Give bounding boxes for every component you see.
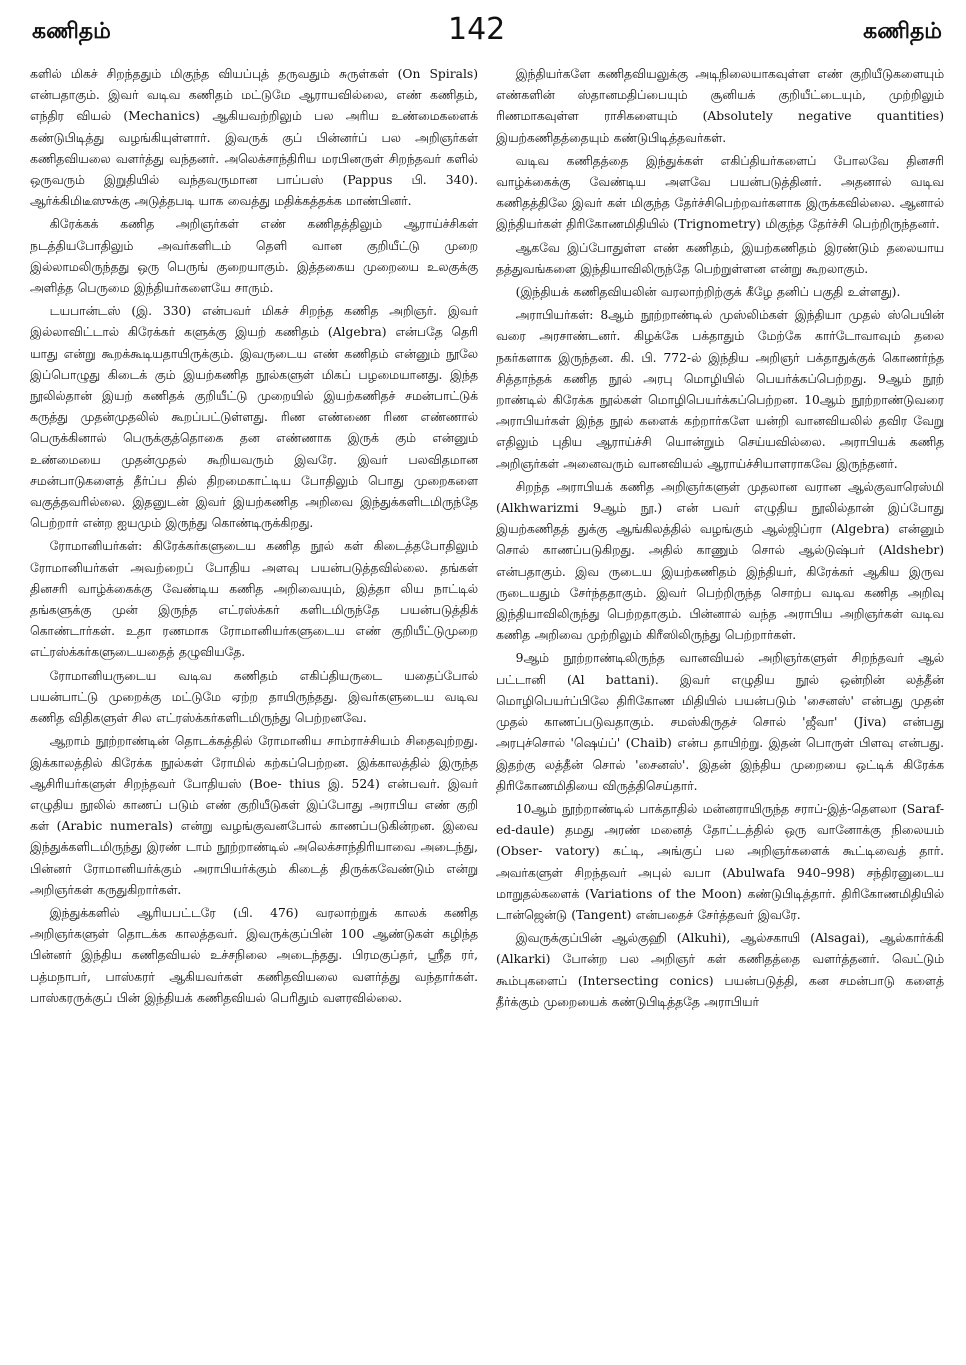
paragraph: 9ஆம் நூற்றாண்டிலிருந்த வானவியல் அறிஞர்களுள் சிறந்தவர் ஆல் பட்டானி (Al battani). இவர் எழுதிய நூல் ஒன்றின் லத்தீன் மொழிபெயர்ப்பிலே திரிகோண மிதியில் பயன்படும் 'சைனஸ்' என்பது முதன் முதல் காணப்படுவதாகும். சமஸ்கிருதச் சொல் 'ஜீவா' (Jiva) என்பது அரபுச்சொல் 'ஷெய்ப்' (Chaib) என்ப தாயிற்று. இதன் பொருள் பிளவு என்பது. இதற்கு லத்தீன் சொல் 'சைனஸ்'. இதன் இந்திய முறையை ஒட்டிக் கிரேக்க திரிகோணமிதியை விருத்திசெய்தார்.	[496, 651, 944, 793]
paragraph: இவருக்குப்பின் ஆல்குஹி (Alkuhi), ஆல்சகாயி (Alsagai), ஆல்கார்க்கி (Alkarki) போன்ற பல அறிஞர் கள் கணிதத்தை வளர்த்தனர். வெட்டும் கூம்புகளைப் (Intersecting conics) பயன்படுத்தி, கன சமன்பாடு களைத் தீர்க்கும் முறையைக் கண்டுபிடித்ததே அராபியர்	[496, 931, 944, 1009]
paragraph: சிறந்த அராபியக் கணித அறிஞர்களுள் முதலான வரான ஆல்குவாரெஸ்மி (Alkhwarizmi 9ஆம் நூ.) என் பவர் எழுதிய நூலில்தான் இப்போது இயற்கணிதத் துக்கு ஆங்கிலத்தில் வழங்கும் ஆல்ஜிப்ரா (Algebra) என்னும் சொல் காணப்படுகிறது. அதில் காணும் சொல் ஆல்டுஷ்பர் (Aldshebr) என்பதாகும். இவ ருடைய இயற்கணிதம் இந்தியர், கிரேக்கர் ஆகிய இருவ ருடையதும் சேர்ந்ததாகும். இவர் பெற்றிருந்த சொற்ப வடிவ கணித அறிவு இந்தியாவிலிருந்து பெற்றதாகும். பின்னால் வந்த அராபிய அறிஞர்கள் வடிவ கணித அறிவை முற்றிலும் கிரீஸிலிருந்து பெற்றார்கள்.	[496, 479, 944, 643]
paragraph: 10ஆம் நூற்றாண்டில் பாக்தாதில் மன்னராயிருந்த சராப்-இத்-தௌலா (Saraf-ed-daule) தமது அரண் மனைத் தோட்டத்தில் ஒரு வானோக்கு நிலையம் (Obser- vatory) கட்டி, அங்குப் பல அறிஞர்களைக் கூட்டிவைத் தார். அவர்களுள் சிறந்தவர் அபுல் வபா (Abulwafa 940–998) சந்திரனுடைய மாறுதல்களைக் (Variations of the Moon) கண்டுபிடித்தார். திரிகோணமிதியில் டான்ஜென்டு (Tangent) என்பதைச் சேர்த்தவர் இவரே.	[496, 801, 944, 922]
paragraph: கிரேக்கக் கணித அறிஞர்கள் எண் கணிதத்திலும் ஆராய்ச்சிகள் நடத்தியபோதிலும் அவர்களிடம் தெளி வான குறியீட்டு முறை இல்லாமலிருந்தது ஒரு பெருங் குறையாகும். இத்தகைய முறையை உலகுக்கு அளித்த பெருமை இந்தியர்களையே சாரும்.	[30, 217, 478, 296]
right-column	[496, 64, 944, 1359]
left-column	[30, 64, 478, 1359]
paragraph: இந்துக்களில் ஆரியபட்டரே (பி. 476) வரலாற்றுக் காலக் கணித அறிஞர்களுள் தொடக்க காலத்தவர். இவருக்குப்பின் 100 ஆண்டுகள் கழிந்த பின்னர் இந்திய கணிதவியல் உச்சநிலை அடைந்தது. பிரமகுப்தர், ஸ்ரீத ரர், பத்மநாபர், பாஸ்கரர் ஆகியவர்கள் கணிதவியலை வளர்த்து வந்தார்கள். பாஸ்கரருக்குப் பின் இந்தியக் கணிதவியல் பெரிதும் வளரவில்லை.	[30, 905, 478, 1005]
paragraph: ரோமானியர்கள்: கிரேக்கர்களுடைய கணித நூல் கள் கிடைத்தபோதிலும் ரோமானியர்கள் அவற்றைப் போதிய அளவு பயன்படுத்தவில்லை. தங்கள் தினசரி வாழ்க்கைக்கு வேண்டிய கணித அறிவையும், இத்தா லிய நாட்டில் தங்களுக்கு முன் இருந்த எட்ரஸ்க்கர் களிடமிருந்தே பயன்படுத்திக் கொண்டார்கள். உதா ரணமாக ரோமானியர்களுடைய எண் குறியீட்டுமுறை எட்ரஸ்க்கர்களுடையதைத் தழுவியதே.	[30, 539, 478, 660]
paragraph: (இந்தியக் கணிதவியலின் வரலாற்றிற்குக் கீழே தனிப் பகுதி உள்ளது).	[515, 285, 901, 300]
paragraph: களில் மிகச் சிறந்ததும் மிகுந்த வியப்புத் தருவதும் சுருள்கள் (On Spirals) என்பதாகும். இவர் வடிவ கணிதம் மட்டுமே ஆராயவில்லை, எண் கணிதம், எந்திர வியல் (Mechanics) ஆகியவற்றிலும் பல அரிய உண்மைகளைக் கண்டுபிடித்து வழங்கியுள்ளார். இவருக் குப் பின்னர்ப் பல அறிஞர்கள் கணிதவியலை வளர்த்து வந்தனர். அலெக்சாந்திரிய மரபினருள் சிறந்தவர் களில் ஒருவரும் இறுதியில் வந்தவருமான பாப்பஸ் (Pappus பி. 340). ஆர்க்கிமிடீஸுக்கு அடுத்தபடி யாக வைத்து மதிக்கத்தக்க மாண்பினர்.	[30, 67, 478, 209]
paragraph: வடிவ கணிதத்தை இந்துக்கள் எகிப்தியர்களைப் போலவே தினசரி வாழ்க்கைக்கு வேண்டிய அளவே பயன்படுத்தினர். அதனால் வடிவ கணிதத்திலே இவர் கள் மிகுந்த தேர்ச்சிபெற்றவர்களாக இருக்கவில்லை. ஆனால் இந்தியர்கள் திரிகோணமிதியில் (Trignometry) மிகுந்த தேர்ச்சி பெற்றிருந்தனர்.	[496, 153, 944, 232]
paragraph: அராபியர்கள்: 8ஆம் நூற்றாண்டில் முஸ்லிம்கள் இந்தியா முதல் ஸ்பெயின் வரை அரசாண்டனர். கிழக்கே பக்தாதும் மேற்கே கார்டோவாவும் தலை நகர்களாக இருந்தன. கி. பி. 772-ல் இந்திய அறிஞர் பக்தாதுக்குக் கொணர்ந்த சித்தாந்தக் கணித நூல் அரபு மொழியில் பெயர்க்கப்பெற்றது. 9ஆம் நூற் றாண்டில் கிரேக்க நூல்கள் மொழிபெயர்க்கப்பெற்றன. 10ஆம் நூற்றாண்டுவரை அராபியர்கள் இந்த நூல் களைக் கற்றார்களே யன்றி வானவியலில் தவிர வேறு எதிலும் புதிய ஆராய்ச்சி யொன்றும் செய்யவில்லை. அராபியக் கணித அறிஞர்கள் அனைவரும் வானவியல் ஆராய்ச்சியாளராகவே இருந்தனர்.	[496, 308, 944, 471]
page-header	[0, 0, 966, 58]
paragraph: ஆகவே இப்போதுள்ள எண் கணிதம், இயற்கணிதம் இரண்டும் தலையாய தத்துவங்களை இந்தியாவிலிருந்தே பெற்றுள்ளன என்று கூறலாகும்.	[496, 240, 944, 276]
paragraph: ரோமானியருடைய வடிவ கணிதம் எகிப்தியருடை யதைப்போல் பயன்பாட்டு முறைக்கு மட்டுமே ஏற்ற தாயிருந்தது. இவர்களுடைய வடிவ கணித விதிகளுள் சில எட்ரஸ்க்கர்களிடமிருந்து பெற்றனவே.	[30, 668, 478, 726]
paragraph: டயபான்டஸ் (இ. 330) என்பவர் மிகச் சிறந்த கணித அறிஞர். இவர் இல்லாவிட்டால் கிரேக்கர் களுக்கு இயற் கணிதம் (Algebra) என்பதே தெரி யாது என்று கூறக்கூடியதாயிருக்கும். இவருடைய எண் கணிதம் என்னும் நூலே இப்பொழுது கிடைக் கும் இயற்கணித நூல்களுள் மிகப் பழமையானது. இந்த நூலில்தான் இயற் கணிதக் குறியீட்டு முறையில் இயற்கணிதச் சமன்பாட்டுக் கருத்து முதன்முதலில் கூறப்பட்டுள்ளது. ரிண எண்ணை ரிண எண்ணால் பெருக்கினால் பெருக்குத்தொகை தன எண்ணாக இருக் கும் என்னும் உண்மையை முதன்முதல் கூறியவரும் இவரே. இவர் பலவிதமான சமன்பாடுகளைத் தீர்ப்ப தில் திறமைகாட்டிய போதிலும் பொது முறைகளை வகுத்தவரில்லை. இதனுடன் இவர் இயற்கணித அறிவை இந்துக்களிடமிருந்தே பெற்றார் என்ற ஐயமும் இருந்து கொண்டிருக்கிறது.	[30, 304, 478, 531]
running-title-right: கணிதம்	[863, 18, 942, 44]
paragraph: இந்தியர்களே கணிதவியலுக்கு அடிநிலையாகவுள்ள எண் குறியீடுகளையும் எண்களின் ஸ்தானமதிப்பையும் சூனியக் குறியீட்டையும், முற்றிலும் ரிணமாகவுள்ள ராசிகளையும் (Absolutely negative quantities) இயற்கணிதத்தையும் கண்டுபிடித்தவர்கள்.	[496, 67, 944, 145]
running-title-left: கணிதம்	[32, 18, 111, 44]
page-number: 142	[448, 12, 506, 47]
paragraph: ஆறாம் நூற்றாண்டின் தொடக்கத்தில் ரோமானிய சாம்ராச்சியம் சிதைவுற்றது. இக்காலத்தில் கிரேக்க நூல்கள் ரோமில் கற்கப்பெற்றன. இக்காலத்தில் இருந்த ஆசிரியர்களுள் சிறந்தவர் போதியஸ் (Boe- thius இ. 524) என்பவர். இவர் எழுதிய நூலில் காணப் படும் எண் குறியீடுகள் இப்போது அராபிய எண் குறி கள் (Arabic numerals) என்று வழங்குவனபோல் காணப்படுகின்றன. இவை இந்துக்களிடமிருந்து இரண் டாம் நூற்றாண்டில் அலெக்சாந்திரியாவை அடைந்து, பின்னர் ரோமானியர்க்கும் அராபியர்க்கும் கிடைத் திருக்கவேண்டும் என்று அறிஞர்கள் கருதுகிறார்கள்.	[30, 734, 478, 897]
